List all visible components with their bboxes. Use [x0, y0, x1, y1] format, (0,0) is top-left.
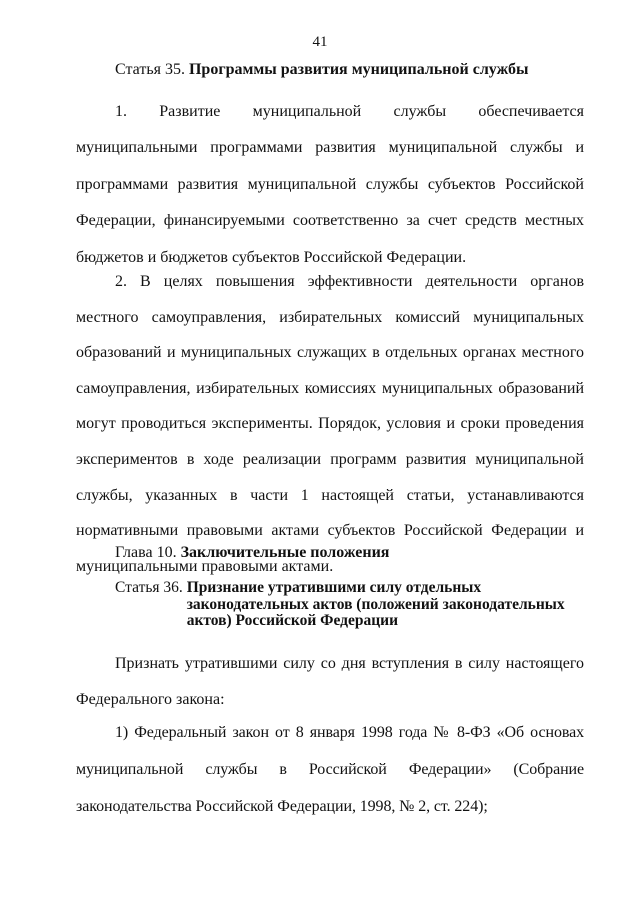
article-36-title: [187, 580, 565, 630]
chapter-10-heading: [115, 543, 389, 563]
article-36-title-line-2: законодательных актов (положений законодательных: [186, 595, 565, 613]
article-36-prefix: Статья 36.: [115, 579, 183, 596]
article-36-item-1-text: 1) Федеральный закон от 8 января 1998 года № 8-ФЗ «Об основах муниципальной службы в Российской Федерации» (Собрание законодательства Российской Федерации, 1998, № 2, ст. 224);: [76, 724, 584, 815]
article-35-paragraph-1-text: 1. Развитие муниципальной службы обеспечивается муниципальными программами развития муниципальной службы и программами развития муниципальной службы субъектов Российской Федерации, финансируемыми соответственно за счет средств местных бюджетов и бюджетов субъектов Российской Федерации.: [76, 103, 584, 266]
article-36-heading: [115, 580, 565, 630]
article-36-paragraph-1: [76, 646, 584, 718]
article-35-paragraph-2-text: 2. В целях повышения эффективности деятельности органов местного самоуправления, избирательных комиссий муниципальных образований и муниципальных служащих в отдельных органах местного самоуправления, избирательных комиссиях муниципальных образований могут проводиться эксперименты. Порядок, условия и сроки проведения экспериментов в ходе реализации программ развития муниципальной службы, указанных в части 1 настоящей статьи, устанавливаются нормативными правовыми актами субъектов Российской Федерации и муниципальными правовыми актами.: [76, 273, 584, 575]
article-35-prefix: Статья 35.: [115, 61, 185, 78]
chapter-10-prefix: Глава 10.: [115, 544, 177, 561]
page-number: 41: [312, 34, 328, 50]
article-36-title-line-1: Признание утратившими силу отдельных: [186, 579, 482, 596]
article-35-paragraph-2: [76, 264, 584, 584]
article-36-item-1: [76, 714, 584, 825]
chapter-10-title: Заключительные положения: [180, 544, 390, 561]
article-36-paragraph-1-text: Признать утратившими силу со дня вступления в силу настоящего Федерального закона:: [76, 655, 584, 708]
article-35-heading: [115, 60, 528, 80]
article-35-title: Программы развития муниципальной службы: [188, 61, 529, 78]
article-36-title-line-3: актов) Российской Федерации: [186, 612, 399, 629]
article-35-paragraph-1: [76, 94, 584, 276]
